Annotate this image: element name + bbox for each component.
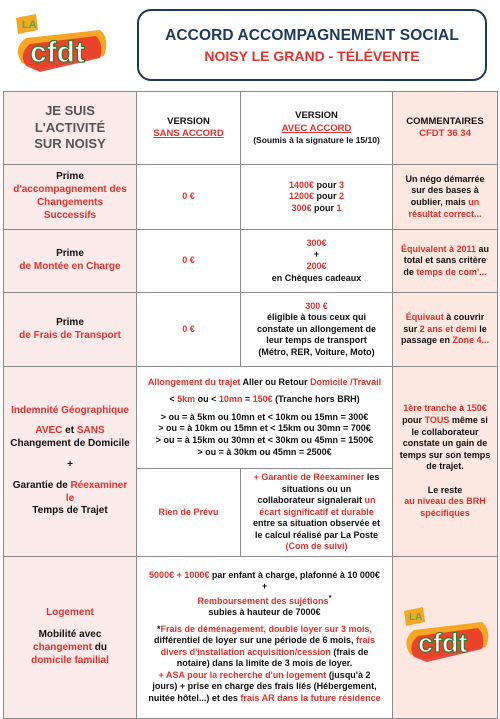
header-subtitle: NOISY LE GRAND - TÉLÉVENTE [204,47,420,64]
geo-tranches: Allongement du trajet Aller ou Retour Domicile /Travail < 5km ou < 10mn = 150€ (Tranche hors BRH) > ou = à 5km ou 10mn et < 10km ou 15mn = 300€ > ou = à 10km ou 15mn et < 15km ou 30mn = 700€ > ou = à 15km ou 30mn et < 30km ou 45mn = 1500€ > ou = à 30km ou 45mn = 2500€ [137,367,393,469]
svg-text:LA: LA [409,612,423,623]
table-row [4,165,498,230]
cfdt-logo [8,8,113,83]
geo-garantie: + Garantie de Réexaminer les situations ou un collaborateur signalerait un écart significatif et durable entre sa situation observée et le calcul réalisé par La Poste (Com de suivi) [241,469,393,557]
geo-tranche-4: > ou = à 30km ou 45mn = 2500€ [197,446,332,457]
svg-text:cfdt: cfdt [418,628,468,658]
prime2-avec: 300€ + 200€ en Chèques cadeaux [241,230,393,293]
table-header-row [4,92,498,165]
prime3-comment: Équivaut à couvrir sur 2 ans et demi le passage en Zone 4... [393,293,498,367]
logement-label: Logement Mobilité avec changement du domicile familial [4,556,137,718]
svg-text:LA: LA [22,19,37,31]
prime2-sans: 0 € [137,230,241,293]
header-commentaires: COMMENTAIRES CFDT 36 34 [393,92,498,165]
geo-tranche-1: > ou = à 5km ou 10mn et < 10km ou 15mn = 300€ [160,411,369,422]
prime3-label: Prime de Frais de Transport [4,293,137,367]
geo-label: Indemnité Géographique AVEC et SANS Changement de Domicile + Garantie de Réexaminer le Temps de Trajet [4,367,137,557]
header-activity: JE SUIS L'ACTIVITÉ SUR NOISY [4,92,137,165]
prime1-label: Prime d'accompagnement des Changements Successifs [4,165,137,230]
prime3-avec: 300 € éligible à tous ceux qui constate un allongement de leur temps de transport (Métro, RER, Voiture, Moto) [241,293,393,367]
cfdt-logo-bottom [398,602,494,672]
geo-sans: Rien de Prévu [137,469,241,557]
logement-avec: 5000€ + 1000€ par enfant à charge, plafonné à 10 000€ + Remboursement des sujétions* subies à hauteur de 7000€ *Frais de déménagement, double loyer sur 3 mois, différentiel de loyer sur une période de 6 mois, frais divers d'installation acquisition/cession (frais de notaire) dans la limite de 3 mois de loyer. + ASA pour la recherche d'un logement (jusqu'à 2 jours) + prise en charge des frais liés (Hébergement, nuitée hôtel...) et des frais AR dans la future résidence [137,556,393,718]
geo-tranche-2: > ou = à 10km ou 15mn et < 15km ou 30mn = 700€ [158,423,371,434]
table-row [4,293,498,367]
cfdt-logo-icon [398,602,494,672]
table-row [4,230,498,293]
prime1-comment: Un négo démarrée sur des bases à oublier, mais un résultat correct... [393,165,498,230]
header-avec-accord: VERSION AVEC ACCORD (Soumis à la signature le 15/10) [241,92,393,165]
prime3-sans: 0 € [137,293,241,367]
prime1-sans: 0 € [137,165,241,230]
prime2-label: Prime de Montée en Charge [4,230,137,293]
geo-tranche-3: > ou = à 15km ou 30mn et < 30km ou 45mn = 1500€ [155,435,374,446]
header-sans-accord: VERSION SANS ACCORD [137,92,241,165]
table-row [4,367,498,469]
cfdt-logo-icon [8,8,113,83]
header-title: ACCORD ACCOMPAGNEMENT SOCIAL [165,26,459,44]
prime2-comment: Équivalent à 2011 au total et sans critère de temps de com'... [393,230,498,293]
svg-text:cfdt: cfdt [30,36,85,69]
header-box [137,9,487,81]
geo-comment: 1ère tranche à 150€ pour TOUS même si le collaborateur constate un gain de temps sur son temps de trajet. Le reste au niveau des BRH spécifiques [393,367,498,557]
prime1-avec: 1400€ pour 3 1200€ pour 2 300€ pour 1 [241,165,393,230]
